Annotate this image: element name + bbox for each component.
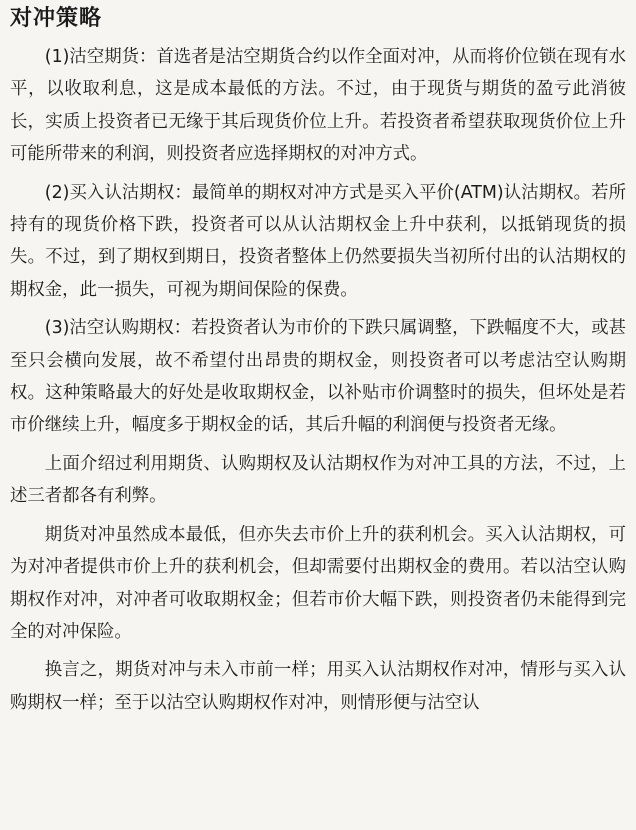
- paragraph-tools-summary: 上面介绍过利用期货、认购期权及认沽期权作为对冲工具的方法，不过，上述三者都各有利弊。: [10, 453, 626, 507]
- paragraph-short-call-options: (3)沽空认购期权：若投资者认为市价的下跌只属调整，下跌幅度不大，或甚至只会横向发展，故不希望付出昂贵的期权金，则投资者可以考虑沽空认购期权。这种策略最大的好处是收取期权金，以补贴市价调整时的损失，但坏处是若市价继续上升，幅度多于期权金的话，其后升幅的利润便与投资者无缘。: [10, 318, 626, 436]
- paragraph-buy-put-options: (2)买入认沽期权：最简单的期权对冲方式是买入平价(ATM)认沽期权。若所持有的现货价格下跌，投资者可以从认沽期权金上升中获利，以抵销现货的损失。不过，到了期权到期日，投资者整体上仍然要损失当初所付出的认沽期权的期权金，此一损失，可视为期间保险的保费。: [10, 182, 626, 300]
- paragraph-conclusion: 换言之，期货对冲与未入市前一样；用买入认沽期权作对冲，情形与买入认购期权一样；至于以沽空认购期权作对冲，则情形便与沽空认: [10, 660, 626, 713]
- section-title: 对冲策略: [10, 6, 103, 31]
- paragraph-short-futures: (1)沽空期货：首选者是沽空期货合约以作全面对冲，从而将价位锁在现有水平，以收取利息，这是成本最低的方法。不过，由于现货与期货的盈亏此消彼长，实质上投资者已无缘于其后现货价位上升。若投资者希望获取现货价位上升可能所带来的利润，则投资者应选择期权的对冲方式。: [10, 47, 626, 165]
- paragraph-comparison: 期货对冲虽然成本最低，但亦失去市价上升的获利机会。买入认沽期权，可为对冲者提供市价上升的获利机会，但却需要付出期权金的费用。若以沽空认购期权作对冲，对冲者可收取期权金；但若市价大幅下跌，则投资者仍未能得到完全的对冲保险。: [10, 524, 626, 642]
